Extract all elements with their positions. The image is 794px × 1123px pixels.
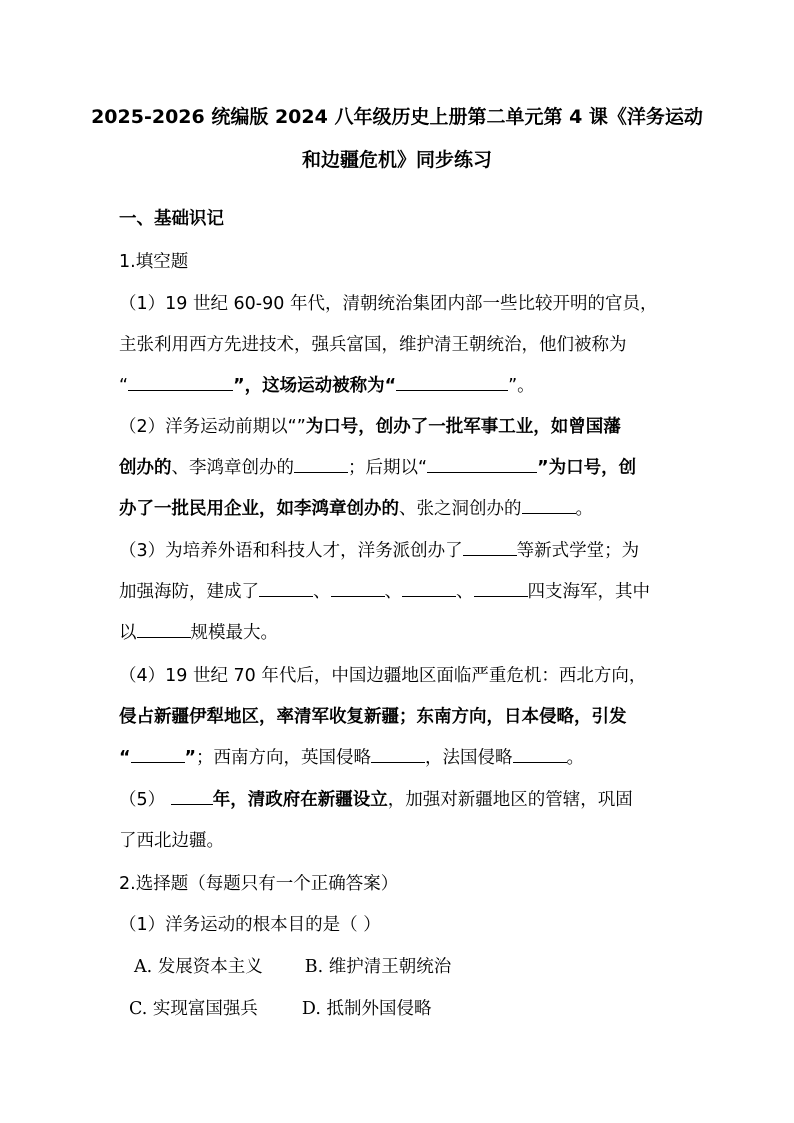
text: ” [184,748,197,768]
answer-blank[interactable] [522,497,576,514]
answer-blank[interactable] [294,456,348,473]
paragraph-line: （1）19 世纪 60-90 年代，清朝统治集团内部一些比较开明的官员， [119,294,658,314]
text: 、 [313,582,331,602]
answer-blank[interactable] [137,621,191,638]
answer-blank[interactable] [331,580,385,597]
choice-option-a[interactable]: A. 发展资本主义 [134,957,263,977]
text: ”为口号，创 [537,458,637,478]
paragraph-line [119,621,699,645]
text: ，法国侵略 [425,748,513,768]
answer-blank[interactable] [396,374,508,391]
paragraph-line [119,788,699,812]
choice-options-row [134,955,714,979]
text: （2）洋务运动前期以“” [119,417,306,437]
paragraph-line [119,746,699,770]
text: ；后期以“ [348,458,428,478]
question-heading-fill: 1.填空题 [119,252,189,272]
text: 等新式学堂；为 [516,541,640,561]
text: “ [119,748,131,768]
question-heading-choice: 2.选择题（每题只有一个正确答案） [119,874,399,894]
text: 创办的 [119,458,172,478]
choice-option-c[interactable]: C. 实现富国强兵 [129,999,258,1019]
paragraph-line: 了西北边疆。 [119,831,224,851]
answer-blank[interactable] [427,456,537,473]
text: 、李鸿章创办的 [171,458,294,478]
text: （5） [119,790,171,810]
answer-blank[interactable] [474,580,528,597]
paragraph-line: 侵占新疆伊犁地区，率清军收复新疆；东南方向，日本侵略，引发 [119,707,627,727]
answer-blank[interactable] [371,746,425,763]
answer-blank[interactable] [128,374,233,391]
choice-options-row [129,997,709,1021]
choice-option-d[interactable]: D. 抵制外国侵略 [301,999,432,1019]
paragraph-line [119,580,699,604]
text: 四支海军，其中 [527,582,650,602]
answer-blank[interactable] [463,539,517,556]
text: 办了一批民用企业，如李鸿章创办的 [119,499,399,519]
text: “ [119,376,129,396]
text: ”。 [508,376,535,396]
answer-blank[interactable] [402,580,456,597]
paragraph-line [119,456,699,480]
text: 。 [575,499,593,519]
text: 规模最大。 [190,623,278,643]
paragraph-line: 主张利用西方先进技术，强兵富国，维护清王朝统治，他们被称为 [119,335,627,355]
paragraph-line [119,497,699,521]
answer-blank[interactable] [171,788,213,805]
document-title-line-1: 2025-2026 统编版 2024 八年级历史上册第二单元第 4 课《洋务运动 [91,106,703,128]
section-heading: 一、基础识记 [119,209,224,229]
text: 、 [384,582,402,602]
paragraph-line: （4）19 世纪 70 年代后，中国边疆地区面临严重危机：西北方向， [119,666,647,686]
text: 、 [456,582,474,602]
text: 年，清政府在新疆设立 [212,790,388,810]
paragraph-line [119,539,699,563]
text: 、张之洞创办的 [399,499,522,519]
choice-question-stem: （1）洋务运动的根本目的是（ ） [119,915,381,935]
paragraph-line [119,415,699,439]
paragraph-line [119,374,699,398]
answer-blank[interactable] [259,580,313,597]
text: 为口号，创办了一批军事工业，如曾国藩 [305,417,621,437]
text: （3）为培养外语和科技人才，洋务派创办了 [119,541,463,561]
document-title-line-2: 和边疆危机》同步练习 [301,149,492,171]
text: 以 [119,623,137,643]
answer-blank[interactable] [131,746,185,763]
answer-blank[interactable] [513,746,567,763]
text: ，加强对新疆地区的管辖，巩固 [387,790,633,810]
choice-option-b[interactable]: B. 维护清王朝统治 [304,957,452,977]
text: 。 [566,748,585,768]
text: ；西南方向，英国侵略 [196,748,372,768]
text: 加强海防，建成了 [119,582,259,602]
text: ”，这场运动被称为“ [233,376,397,396]
